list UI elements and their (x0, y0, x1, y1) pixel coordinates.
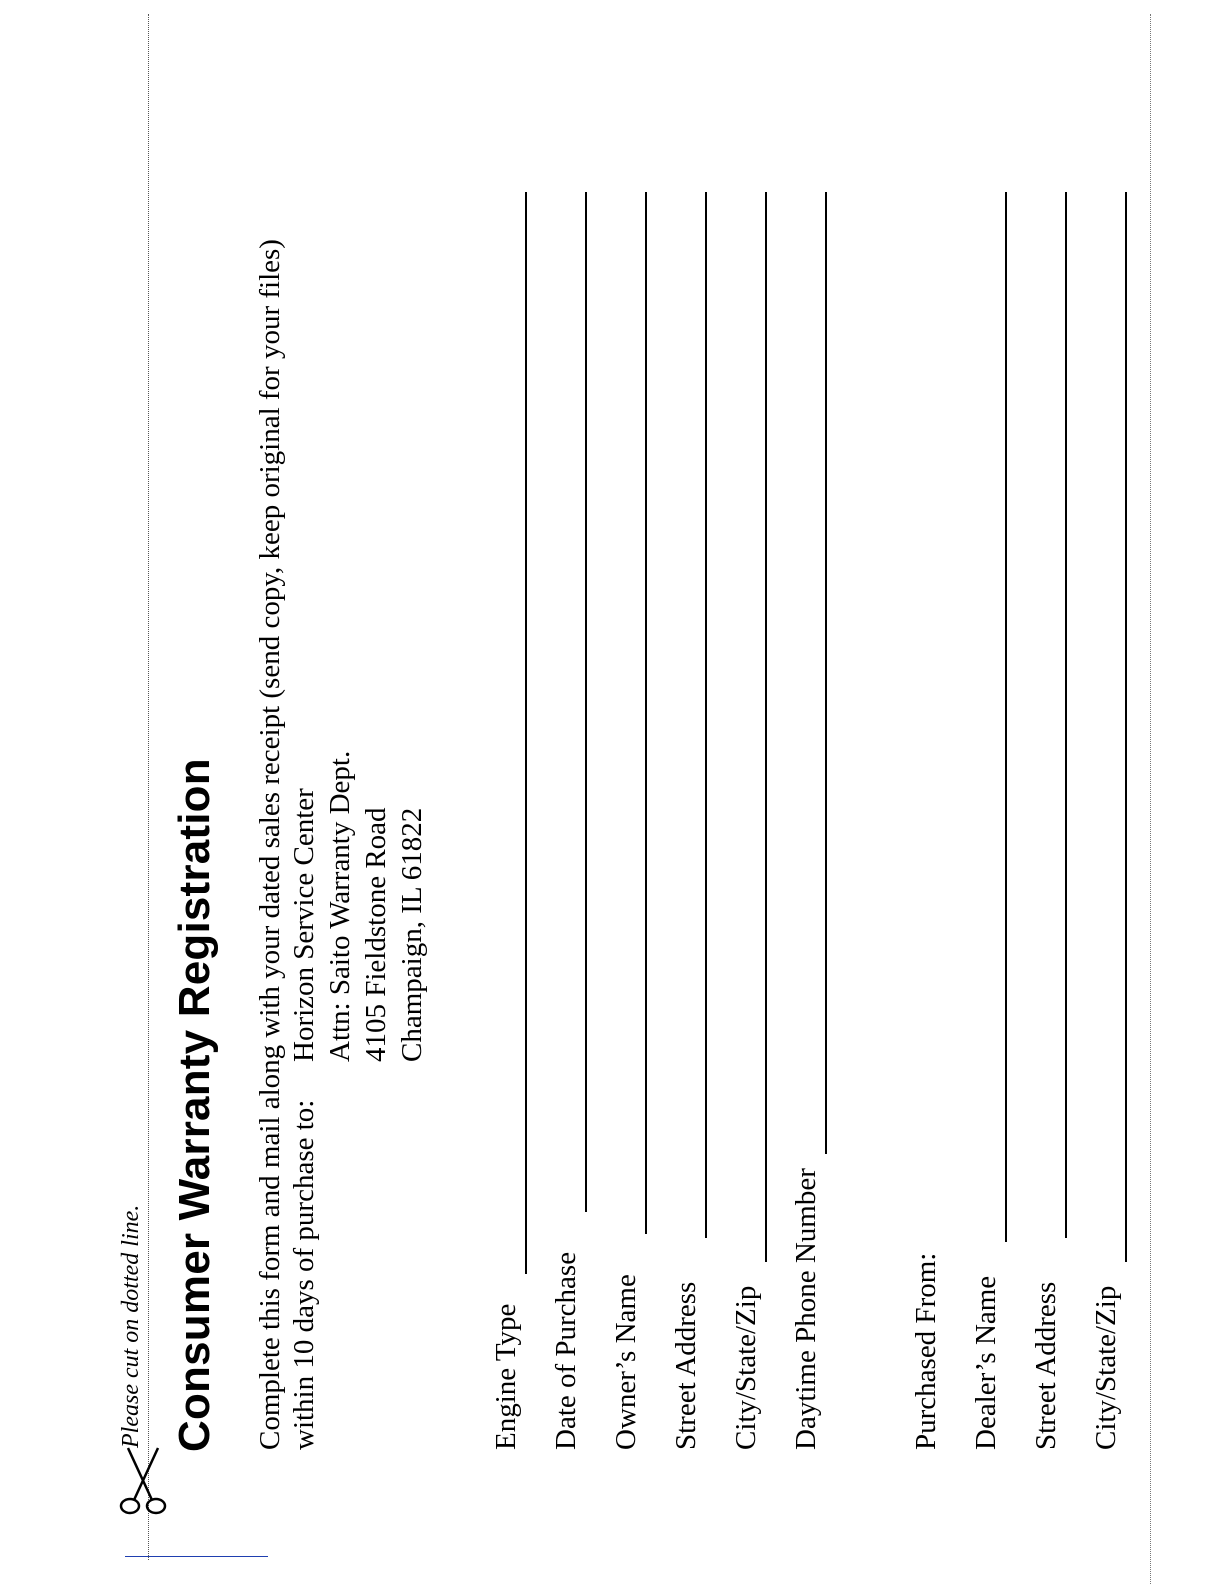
field-owners-name[interactable] (645, 192, 647, 1234)
address-line-1: Horizon Service Center (288, 788, 320, 1062)
field-dealer-street-address[interactable] (1065, 192, 1067, 1238)
field-label-owners-name: Owner’s Name (610, 1274, 642, 1450)
field-label-street-address: Street Address (670, 1281, 702, 1450)
field-dealer-city-state-zip[interactable] (1125, 192, 1127, 1262)
field-street-address[interactable] (705, 192, 707, 1238)
field-dealers-name[interactable] (1005, 192, 1007, 1242)
cut-instruction: Please cut on dotted line. (118, 1204, 144, 1448)
address-line-4: Champaign, IL 61822 (396, 807, 428, 1062)
field-label-date-of-purchase: Date of Purchase (550, 1251, 582, 1450)
field-engine-type[interactable] (525, 192, 527, 1274)
address-line-3: 4105 Fieldstone Road (360, 807, 392, 1062)
field-label-dealers-name: Dealer’s Name (970, 1275, 1002, 1450)
field-label-engine-type: Engine Type (490, 1303, 522, 1450)
field-city-state-zip[interactable] (765, 192, 767, 1262)
field-label-dealer-street-address: Street Address (1030, 1281, 1062, 1450)
instructions-line-1: Complete this form and mail along with your dated sales receipt (send copy, keep original for your files) (254, 239, 286, 1450)
field-date-of-purchase[interactable] (585, 192, 587, 1212)
field-daytime-phone[interactable] (825, 192, 827, 1154)
field-label-dealer-city-state-zip: City/State/Zip (1090, 1285, 1122, 1450)
page-title: Consumer Warranty Registration (170, 758, 219, 1452)
field-label-city-state-zip: City/State/Zip (730, 1285, 762, 1450)
purchased-from-heading: Purchased From: (910, 1252, 942, 1450)
field-label-daytime-phone: Daytime Phone Number (790, 1168, 822, 1450)
instructions-line-2: within 10 days of purchase to: (288, 1099, 320, 1450)
address-line-2: Attn: Saito Warranty Dept. (324, 750, 356, 1062)
